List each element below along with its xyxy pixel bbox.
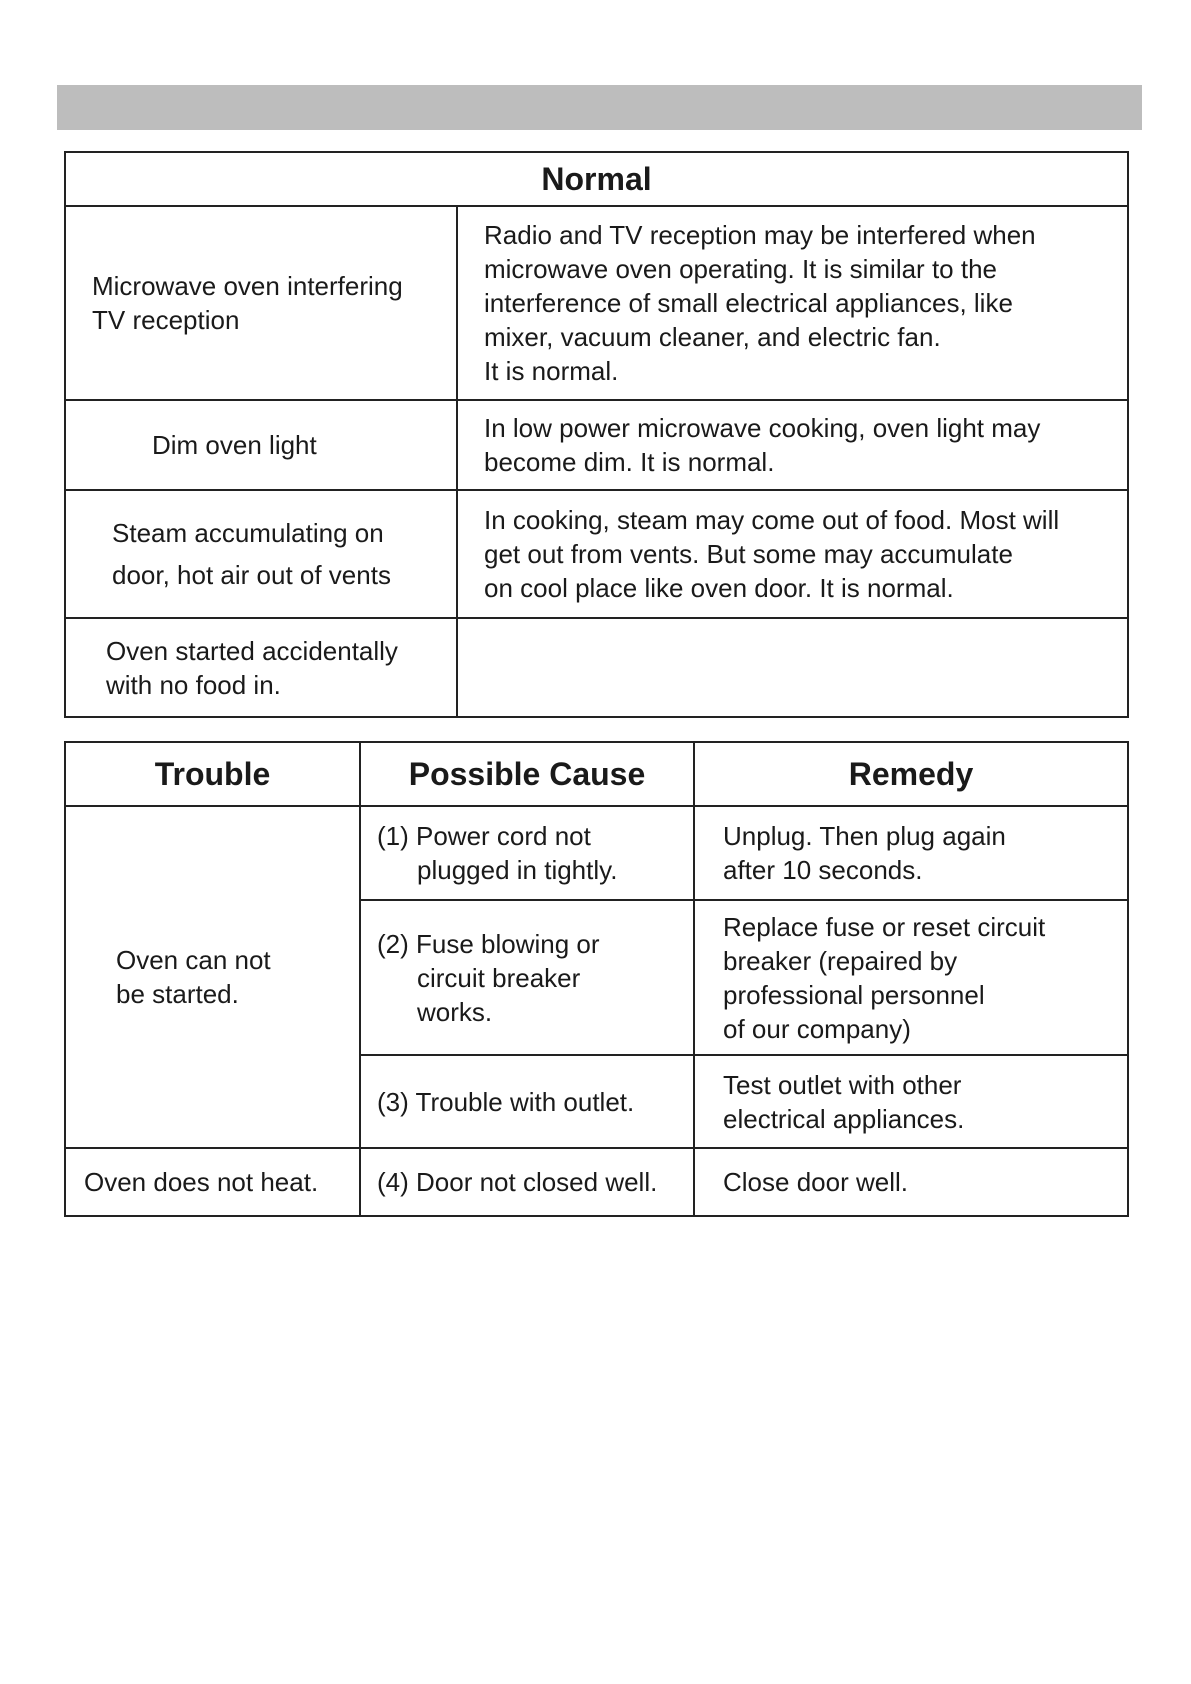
section-header-bar [57, 85, 1142, 130]
normal-explanation-cell [457, 206, 1128, 400]
trouble-header: Trouble [65, 742, 360, 806]
remedy-cell [694, 1055, 1128, 1148]
normal-issue-cell [65, 490, 457, 618]
cause-cell [360, 900, 694, 1055]
normal-explanation-text: In low power microwave cooking, oven light may become dim. It is normal. [484, 413, 1041, 477]
trouble-text: Oven does not heat. [84, 1167, 319, 1197]
trouble-cell [65, 1148, 360, 1216]
remedy-cell [694, 806, 1128, 900]
remedy-text: Close door well. [723, 1167, 908, 1197]
remedy-text: Test outlet with other electrical appliances. [723, 1069, 965, 1134]
table-row [65, 490, 1128, 618]
trouble-table [64, 741, 1129, 1217]
remedy-cell [694, 1148, 1128, 1216]
remedy-header: Remedy [694, 742, 1128, 806]
cause-cell [360, 1055, 694, 1148]
trouble-header-row [65, 742, 1128, 806]
cause-text: (1) Power cord not plugged in tightly. [377, 821, 618, 885]
cause-header: Possible Cause [360, 742, 694, 806]
normal-issue-cell [65, 400, 457, 490]
normal-table [64, 151, 1129, 718]
trouble-cell [65, 806, 360, 1148]
normal-explanation-cell [457, 400, 1128, 490]
cause-cell [360, 806, 694, 900]
normal-explanation-text: Radio and TV reception may be interfered when microwave oven operating. It is similar to the interference of small electrical appliances, like mixer, vacuum cleaner, and electric fan. It is normal. [484, 220, 1036, 386]
normal-issue-text: Dim oven light [152, 430, 317, 460]
cause-text: (4) Door not closed well. [377, 1167, 658, 1197]
normal-issue-cell [65, 206, 457, 400]
cause-text: (2) Fuse blowing or circuit breaker works. [377, 928, 600, 1027]
remedy-text: Replace fuse or reset circuit breaker (repaired by professional personnel of our company) [723, 911, 1046, 1044]
cause-cell [360, 1148, 694, 1216]
normal-heading-row [65, 152, 1128, 206]
normal-issue-text: Steam accumulating on door, hot air out of vents [112, 518, 391, 590]
cause-text: (3) Trouble with outlet. [377, 1086, 635, 1117]
normal-issue-text: Oven started accidentally with no food in. [106, 635, 398, 700]
normal-issue-cell [65, 618, 457, 717]
remedy-cell [694, 900, 1128, 1055]
remedy-text: Unplug. Then plug again after 10 seconds. [723, 821, 1006, 885]
normal-heading: Normal [65, 152, 1128, 206]
normal-explanation-cell [457, 490, 1128, 618]
table-row [65, 206, 1128, 400]
trouble-text: Oven can not be started. [116, 945, 271, 1009]
table-row [65, 618, 1128, 717]
table-row [65, 806, 1128, 900]
normal-explanation-cell [457, 618, 1128, 717]
normal-issue-text: Microwave oven interfering TV reception [92, 271, 403, 335]
normal-explanation-text: In cooking, steam may come out of food. Most will get out from vents. But some may accumulate on cool place like oven door. It is normal. [484, 505, 1060, 603]
table-row [65, 400, 1128, 490]
table-row [65, 1148, 1128, 1216]
